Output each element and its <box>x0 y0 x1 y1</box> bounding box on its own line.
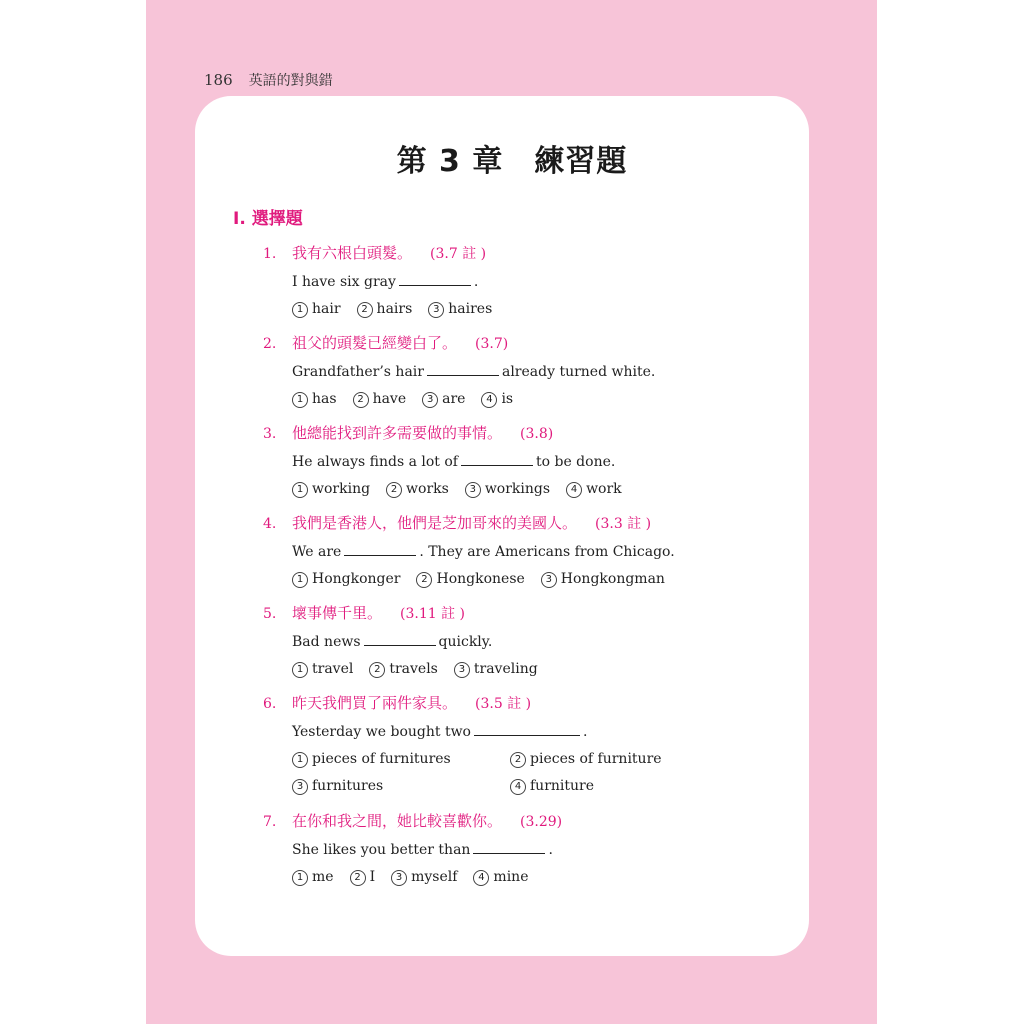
answer-blank <box>344 543 416 556</box>
option[interactable]: 1 pieces of furnitures <box>292 746 510 773</box>
option[interactable]: 2 works <box>386 476 449 503</box>
answer-blank <box>461 453 533 466</box>
question-english: Grandfather’s hair already turned white. <box>292 364 656 380</box>
question-reference: (3.29) <box>520 814 563 830</box>
section-title: I. 選擇題 <box>233 209 303 229</box>
option[interactable]: 3 are <box>422 386 465 413</box>
option[interactable]: 1 hair <box>292 296 341 323</box>
question-reference: (3.3 註 ) <box>595 516 652 532</box>
answer-blank <box>399 273 471 286</box>
option[interactable]: 1 me <box>292 864 334 891</box>
option[interactable]: 1 Hongkonger <box>292 566 400 593</box>
question-chinese: 我們是香港人，他們是芝加哥來的美國人。 <box>292 514 578 532</box>
option[interactable]: 3 myself <box>391 864 457 891</box>
question-chinese: 他總能找到許多需要做的事情。 <box>292 424 503 442</box>
question-number: 1. <box>263 246 277 262</box>
question-reference: (3.8) <box>520 426 554 442</box>
question-number: 3. <box>263 426 277 442</box>
page-header <box>204 70 333 90</box>
option[interactable]: 1 working <box>292 476 370 503</box>
question-6 <box>263 692 783 800</box>
option[interactable]: 3 workings <box>465 476 550 503</box>
option[interactable]: 3 traveling <box>454 656 538 683</box>
book-title: 英語的對與錯 <box>248 73 333 89</box>
question-chinese: 昨天我們買了兩件家具。 <box>292 694 458 712</box>
question-chinese: 壞事傳千里。 <box>292 604 383 622</box>
option[interactable]: 4 work <box>566 476 622 503</box>
question-reference: (3.7 註 ) <box>430 246 487 262</box>
question-2 <box>263 332 783 413</box>
question-english: She likes you better than . <box>292 842 553 858</box>
question-english: He always finds a lot of to be done. <box>292 454 616 470</box>
question-number: 4. <box>263 516 277 532</box>
question-number: 5. <box>263 606 277 622</box>
question-7 <box>263 810 783 891</box>
answer-options <box>263 296 783 323</box>
answer-options <box>263 386 783 413</box>
answer-options <box>263 864 783 891</box>
question-4 <box>263 512 783 593</box>
question-number: 2. <box>263 336 277 352</box>
option[interactable]: 2 I <box>350 864 376 891</box>
chapter-title: 第 3 章 練習題 <box>396 144 628 179</box>
question-english: I have six gray . <box>292 274 479 290</box>
answer-blank <box>364 633 436 646</box>
question-chinese: 在你和我之間，她比較喜歡你。 <box>292 812 503 830</box>
option[interactable]: 2 hairs <box>357 296 413 323</box>
question-number: 7. <box>263 814 277 830</box>
question-reference: (3.11 註 ) <box>400 606 466 622</box>
question-reference: (3.5 註 ) <box>475 696 532 712</box>
answer-options <box>263 746 783 773</box>
option[interactable]: 4 is <box>481 386 513 413</box>
question-5 <box>263 602 783 683</box>
option[interactable]: 4 furniture <box>510 773 728 800</box>
option[interactable]: 4 mine <box>473 864 528 891</box>
option[interactable]: 2 Hongkonese <box>416 566 524 593</box>
question-english: Bad news quickly. <box>292 634 493 650</box>
question-number: 6. <box>263 696 277 712</box>
question-english: We are . They are Americans from Chicago. <box>292 544 675 560</box>
question-chinese: 祖父的頭髮已經變白了。 <box>292 334 458 352</box>
question-1 <box>263 242 783 323</box>
answer-options <box>263 566 783 593</box>
answer-options <box>263 476 783 503</box>
option[interactable]: 3 furnitures <box>292 773 510 800</box>
question-chinese: 我有六根白頭髮。 <box>292 244 413 262</box>
answer-blank <box>473 841 545 854</box>
option[interactable]: 3 Hongkongman <box>541 566 665 593</box>
page-number: 186 <box>204 71 233 89</box>
question-english: Yesterday we bought two . <box>292 724 588 740</box>
question-3 <box>263 422 783 503</box>
answer-options <box>263 656 783 683</box>
answer-blank <box>474 723 580 736</box>
option[interactable]: 2 pieces of furniture <box>510 746 728 773</box>
option[interactable]: 1 has <box>292 386 337 413</box>
question-reference: (3.7) <box>475 336 509 352</box>
option[interactable]: 1 travel <box>292 656 353 683</box>
answer-blank <box>427 363 499 376</box>
option[interactable]: 3 haires <box>428 296 492 323</box>
option[interactable]: 2 have <box>353 386 407 413</box>
answer-options <box>263 773 783 800</box>
option[interactable]: 2 travels <box>369 656 438 683</box>
